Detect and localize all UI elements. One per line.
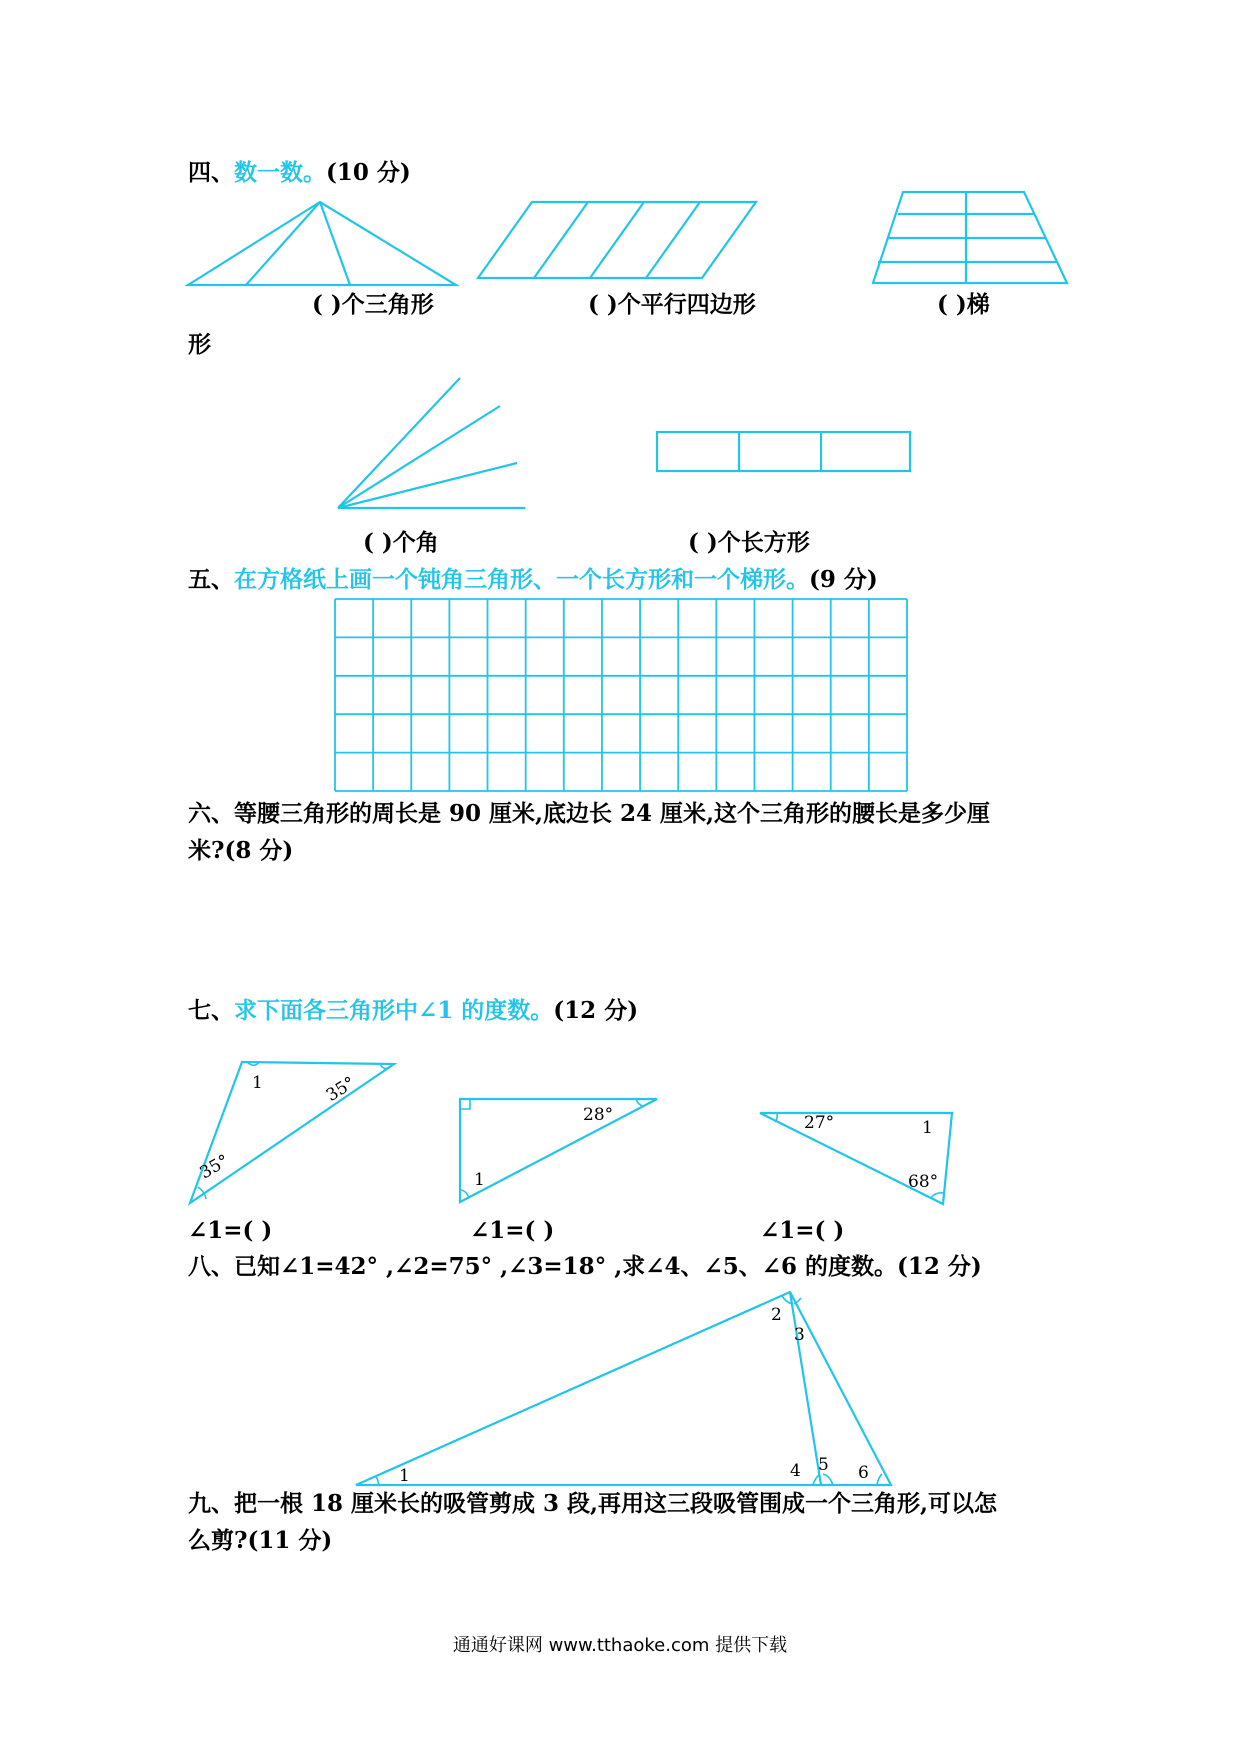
q8-label-2: 2 (771, 1305, 782, 1325)
q4-blank-trapezoid-wrap: 形 (188, 331, 211, 358)
q6-line2: 米?(8 分) (188, 837, 294, 864)
q7-heading (188, 996, 638, 1026)
q5-heading (188, 565, 878, 595)
q8-label-6: 6 (858, 1463, 869, 1483)
q8-text: 八、已知∠1=42° ,∠2=75° ,∠3=18° ,求∠4、∠5、∠6 的度数。(12 分) (188, 1253, 982, 1280)
q7-answer-1: ∠1=( ) (188, 1217, 273, 1244)
q4-triangle-figure (188, 202, 456, 285)
q7-answer-3: ∠1=( ) (760, 1217, 845, 1244)
q4-title: 数一数。 (234, 159, 326, 186)
q4-trapezoid-figure (873, 192, 1067, 283)
q9-line1: 九、把一根 18 厘米长的吸管剪成 3 段,再用这三段吸管围成一个三角形,可以怎 (188, 1490, 998, 1517)
q7-score: (12 分) (553, 997, 639, 1024)
q4-num: 四、 (188, 159, 234, 186)
q7-answer-2: ∠1=( ) (470, 1217, 555, 1244)
q8-label-5: 5 (818, 1455, 829, 1475)
tri1-angle-a: 35° (322, 1072, 359, 1106)
q8-label-3: 3 (794, 1325, 805, 1345)
q4-blank-rectangle: ( )个长方形 (688, 529, 810, 556)
q4-blank-parallelogram: ( )个平行四边形 (588, 291, 756, 318)
q4-rectangle-figure (657, 432, 910, 471)
tri1-label: 1 (252, 1073, 263, 1093)
tri3-angle-a: 27° (804, 1113, 835, 1133)
q5-score: (9 分) (809, 566, 878, 593)
q4-blank-trapezoid: ( )梯 (937, 291, 990, 318)
q4-parallelogram-figure (478, 202, 756, 278)
footer: 通通好课网 www.tthaoke.com 提供下载 (452, 1635, 788, 1656)
tri2-angle-a: 28° (583, 1105, 614, 1125)
tri3-label: 1 (922, 1118, 933, 1138)
q7-triangle-1 (190, 1062, 394, 1203)
q5-title: 在方格纸上画一个钝角三角形、一个长方形和一个梯形。 (234, 566, 809, 593)
q5-grid (335, 599, 907, 791)
tri1-angle-b: 35° (196, 1150, 233, 1184)
q9-line2: 么剪?(11 分) (188, 1527, 333, 1554)
q4-blank-angle: ( )个角 (363, 529, 439, 556)
tri2-label: 1 (474, 1170, 485, 1190)
q8-label-4: 4 (790, 1461, 801, 1481)
q5-num: 五、 (188, 566, 234, 593)
q6-line1: 六、等腰三角形的周长是 90 厘米,底边长 24 厘米,这个三角形的腰长是多少厘 (188, 800, 991, 827)
q4-score: (10 分) (326, 159, 411, 186)
q8-figure (356, 1292, 891, 1486)
q7-num: 七、 (188, 997, 234, 1024)
q8-label-1: 1 (399, 1466, 410, 1486)
q7-triangle-2 (460, 1099, 657, 1202)
tri3-angle-b: 68° (908, 1172, 939, 1192)
q4-blank-triangle: ( )个三角形 (312, 291, 434, 318)
q7-title: 求下面各三角形中∠1 的度数。 (234, 997, 554, 1024)
q7-triangle-3 (760, 1113, 952, 1204)
q4-angle-figure (338, 378, 525, 508)
